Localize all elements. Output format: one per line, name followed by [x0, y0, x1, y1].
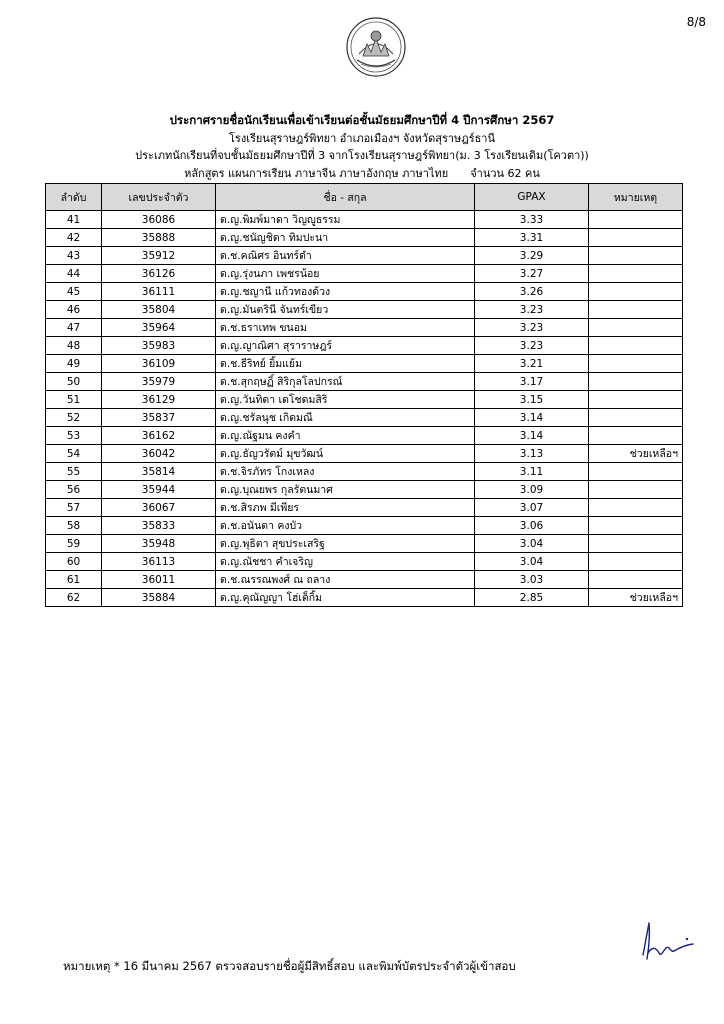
cell-note: [589, 463, 683, 481]
cell-student-name: ด.ญ.พุธิตา สุขประเสริฐ: [216, 535, 475, 553]
cell-order-number: 53: [46, 427, 102, 445]
cell-gpax: 3.23: [475, 337, 589, 355]
cell-order-number: 51: [46, 391, 102, 409]
cell-order-number: 55: [46, 463, 102, 481]
cell-student-name: ด.ญ.วันทิดา เดโชดมสิริ: [216, 391, 475, 409]
cell-gpax: 3.11: [475, 463, 589, 481]
cell-order-number: 44: [46, 265, 102, 283]
document-title: ประกาศรายชื่อนักเรียนเพื่อเข้าเรียนต่อชั้นมัธยมศึกษาปีที่ 4 ปีการศึกษา 2567: [169, 113, 555, 127]
cell-student-name: ด.ช.สุกฤษฏิ์ สิริกุลโลปกรณ์: [216, 373, 475, 391]
cell-note: [589, 499, 683, 517]
document-header: [0, 112, 724, 182]
cell-order-number: 49: [46, 355, 102, 373]
cell-student-id: 36113: [102, 553, 216, 571]
table-row: [46, 247, 683, 265]
table-row: [46, 391, 683, 409]
table-row: [46, 463, 683, 481]
table-row: [46, 427, 683, 445]
table-body: [46, 211, 683, 607]
cell-student-name: ด.ญ.ณัฐมน คงคำ: [216, 427, 475, 445]
cell-gpax: 3.15: [475, 391, 589, 409]
table-row: [46, 229, 683, 247]
cell-order-number: 60: [46, 553, 102, 571]
cell-student-id: 35814: [102, 463, 216, 481]
table-row: [46, 481, 683, 499]
cell-gpax: 3.29: [475, 247, 589, 265]
cell-gpax: 3.27: [475, 265, 589, 283]
cell-student-id: 35979: [102, 373, 216, 391]
cell-gpax: 3.17: [475, 373, 589, 391]
student-count: จำนวน 62 คน: [470, 166, 540, 180]
student-table: [45, 183, 683, 607]
cell-gpax: 3.04: [475, 553, 589, 571]
cell-student-id: 35912: [102, 247, 216, 265]
table-row: [46, 571, 683, 589]
column-header-note: หมายเหตุ: [589, 184, 683, 211]
table-row: [46, 301, 683, 319]
cell-note: [589, 517, 683, 535]
cell-gpax: 3.09: [475, 481, 589, 499]
cell-student-id: 35884: [102, 589, 216, 607]
handwritten-signature: [635, 915, 705, 970]
table-row: [46, 265, 683, 283]
cell-student-name: ด.ช.จิรภัทร โกงเหลง: [216, 463, 475, 481]
school-line: โรงเรียนสุราษฎร์พิทยา อำเภอเมืองฯ จังหวัดสุราษฎร์ธานี: [229, 131, 495, 145]
cell-student-name: ด.ญ.ญาณิศา สุราราษฎร์: [216, 337, 475, 355]
cell-student-name: ด.ญ.ชญานี แก้วทองด้วง: [216, 283, 475, 301]
cell-order-number: 45: [46, 283, 102, 301]
program-line: [0, 165, 724, 183]
table-row: [46, 211, 683, 229]
cell-gpax: 3.23: [475, 301, 589, 319]
cell-order-number: 43: [46, 247, 102, 265]
cell-note: ช่วยเหลือฯ: [589, 445, 683, 463]
cell-order-number: 47: [46, 319, 102, 337]
cell-student-id: 35804: [102, 301, 216, 319]
table-row: [46, 445, 683, 463]
program-text: หลักสูตร แผนการเรียน ภาษาจีน ภาษาอังกฤษ ภาษาไทย: [184, 166, 449, 180]
cell-student-name: ด.ญ.พิมพ์มาดา วิญญูธรรม: [216, 211, 475, 229]
table-header-row: [46, 184, 683, 211]
table-row: [46, 355, 683, 373]
cell-student-name: ด.ช.สิรภพ มีเพียร: [216, 499, 475, 517]
cell-order-number: 59: [46, 535, 102, 553]
column-header-name: ชื่อ - สกุล: [216, 184, 475, 211]
cell-gpax: 3.04: [475, 535, 589, 553]
table-row: [46, 337, 683, 355]
table-row: [46, 553, 683, 571]
cell-gpax: 3.06: [475, 517, 589, 535]
cell-student-id: 36109: [102, 355, 216, 373]
cell-student-id: 35944: [102, 481, 216, 499]
cell-order-number: 48: [46, 337, 102, 355]
cell-student-id: 36086: [102, 211, 216, 229]
cell-note: [589, 427, 683, 445]
table-row: [46, 589, 683, 607]
cell-student-name: ด.ช.คณิศร อินทร์ดำ: [216, 247, 475, 265]
cell-student-name: ด.ช.ณรรณพงศ์ ณ ถลาง: [216, 571, 475, 589]
cell-gpax: 2.85: [475, 589, 589, 607]
cell-order-number: 41: [46, 211, 102, 229]
cell-order-number: 62: [46, 589, 102, 607]
cell-student-id: 36129: [102, 391, 216, 409]
table-row: [46, 373, 683, 391]
column-header-gpax: GPAX: [475, 184, 589, 211]
cell-gpax: 3.31: [475, 229, 589, 247]
page-number: 8/8: [686, 15, 706, 29]
cell-note: ช่วยเหลือฯ: [589, 589, 683, 607]
cell-student-name: ด.ญ.มันตรินี จันทร์เขียว: [216, 301, 475, 319]
cell-gpax: 3.14: [475, 427, 589, 445]
cell-order-number: 50: [46, 373, 102, 391]
cell-student-id: 35837: [102, 409, 216, 427]
cell-note: [589, 373, 683, 391]
cell-student-id: 36162: [102, 427, 216, 445]
cell-gpax: 3.13: [475, 445, 589, 463]
cell-student-name: ด.ช.อนันดา คงบัว: [216, 517, 475, 535]
cell-gpax: 3.03: [475, 571, 589, 589]
cell-order-number: 61: [46, 571, 102, 589]
cell-order-number: 52: [46, 409, 102, 427]
table-row: [46, 319, 683, 337]
cell-note: [589, 229, 683, 247]
table-row: [46, 409, 683, 427]
column-header-no: ลำดับ: [46, 184, 102, 211]
cell-note: [589, 391, 683, 409]
cell-note: [589, 301, 683, 319]
cell-note: [589, 211, 683, 229]
cell-order-number: 46: [46, 301, 102, 319]
cell-note: [589, 283, 683, 301]
table-row: [46, 517, 683, 535]
cell-order-number: 42: [46, 229, 102, 247]
cell-student-id: 35888: [102, 229, 216, 247]
cell-student-id: 36111: [102, 283, 216, 301]
cell-student-id: 36126: [102, 265, 216, 283]
cell-order-number: 54: [46, 445, 102, 463]
cell-student-id: 36067: [102, 499, 216, 517]
cell-student-name: ด.ญ.รุ่งนภา เพชรน้อย: [216, 265, 475, 283]
cell-student-name: ด.ช.ธีริทย์ ยิ้มแย้ม: [216, 355, 475, 373]
cell-note: [589, 355, 683, 373]
cell-student-id: 36011: [102, 571, 216, 589]
footer-note: หมายเหตุ * 16 มีนาคม 2567 ตรวจสอบรายชื่อผู้มีสิทธิ์สอบ และพิมพ์บัตรประจำตัวผู้เข้าสอบ: [63, 959, 516, 973]
school-logo: [345, 16, 407, 78]
cell-student-name: ด.ญ.ธัญวรัตม์ มุขวัฒน์: [216, 445, 475, 463]
table-row: [46, 535, 683, 553]
cell-note: [589, 409, 683, 427]
cell-note: [589, 247, 683, 265]
cell-student-id: 35964: [102, 319, 216, 337]
cell-student-id: 36042: [102, 445, 216, 463]
cell-order-number: 57: [46, 499, 102, 517]
cell-student-name: ด.ช.ธราเทพ ขนอม: [216, 319, 475, 337]
table-row: [46, 499, 683, 517]
cell-student-name: ด.ญ.ชนัญชิดา ทิมปะนา: [216, 229, 475, 247]
cell-note: [589, 535, 683, 553]
cell-gpax: 3.07: [475, 499, 589, 517]
cell-gpax: 3.14: [475, 409, 589, 427]
category-line: ประเภทนักเรียนที่จบชั้นมัธยมศึกษาปีที่ 3 จากโรงเรียนสุราษฎร์พิทยา(ม. 3 โรงเรียนเดิม(โควตา)): [135, 149, 589, 162]
cell-gpax: 3.21: [475, 355, 589, 373]
cell-note: [589, 265, 683, 283]
cell-note: [589, 571, 683, 589]
cell-student-id: 35833: [102, 517, 216, 535]
cell-student-name: ด.ญ.ณัชชา คำเจริญ: [216, 553, 475, 571]
cell-gpax: 3.26: [475, 283, 589, 301]
cell-student-name: ด.ญ.บุณยพร กุลรัตนมาศ: [216, 481, 475, 499]
column-header-id: เลขประจำตัว: [102, 184, 216, 211]
cell-note: [589, 319, 683, 337]
cell-student-name: ด.ญ.ชรัลนุช เกิดมณี: [216, 409, 475, 427]
table-row: [46, 283, 683, 301]
cell-gpax: 3.23: [475, 319, 589, 337]
cell-student-name: ด.ญ.คุณัญญา โฮ่เต็กิ้ม: [216, 589, 475, 607]
cell-note: [589, 337, 683, 355]
cell-student-id: 35983: [102, 337, 216, 355]
cell-order-number: 58: [46, 517, 102, 535]
cell-note: [589, 553, 683, 571]
cell-student-id: 35948: [102, 535, 216, 553]
cell-gpax: 3.33: [475, 211, 589, 229]
cell-order-number: 56: [46, 481, 102, 499]
cell-note: [589, 481, 683, 499]
